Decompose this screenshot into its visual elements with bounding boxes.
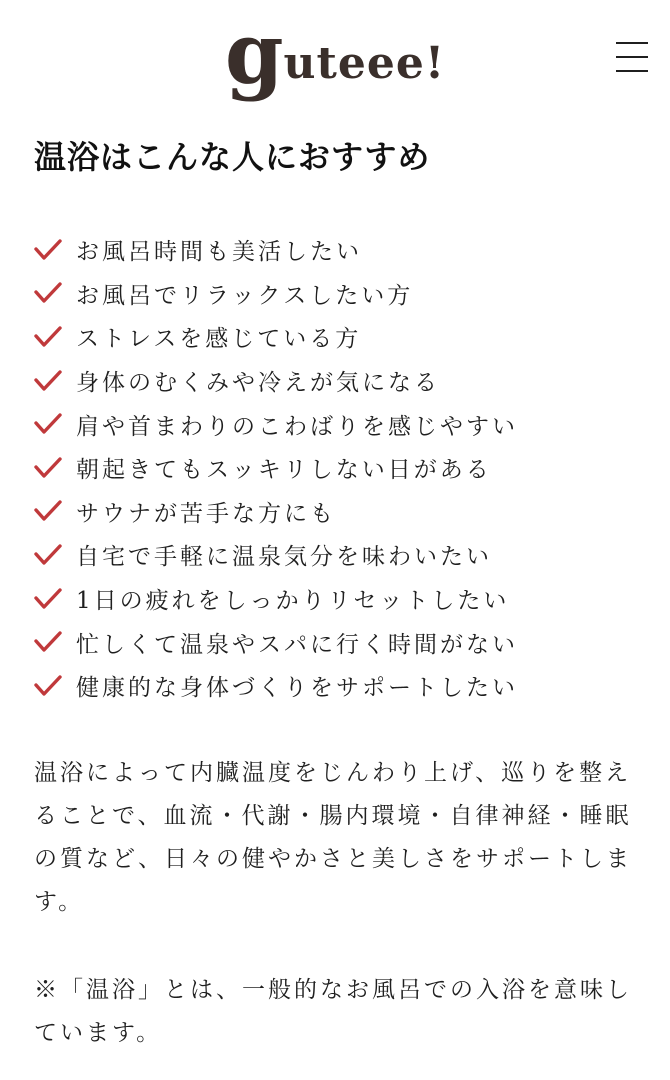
list-item-text: 身体のむくみや冷えが気になる	[76, 370, 440, 397]
check-icon	[34, 457, 62, 479]
logo-wordmark: uteee!	[283, 38, 446, 89]
description-paragraph: 温浴によって内臓温度をじんわり上げ、巡りを整えることで、血流・代謝・腸内環境・自律神経・睡眠の質など、日々の健やかさと美しさをサポートします。	[34, 760, 632, 915]
section-title: 温浴はこんな人におすすめ	[34, 138, 431, 176]
menu-line	[616, 42, 648, 44]
list-item-text: 健康的な身体づくりをサポートしたい	[76, 675, 518, 702]
check-icon	[34, 326, 62, 348]
check-icon	[34, 588, 62, 610]
check-icon	[34, 675, 62, 697]
list-item-text: サウナが苦手な方にも	[76, 500, 336, 527]
list-item-text: お風呂時間も美活したい	[76, 239, 362, 266]
list-item	[34, 620, 518, 664]
check-icon	[34, 370, 62, 392]
list-item	[34, 664, 518, 708]
check-icon	[34, 282, 62, 304]
list-item	[34, 533, 518, 577]
hamburger-menu-icon[interactable]	[616, 42, 648, 72]
list-item-text: 肩や首まわりのこわばりを感じやすい	[76, 413, 518, 440]
list-item	[34, 228, 518, 272]
site-header	[0, 0, 670, 110]
list-item-text: 1日の疲れをしっかりリセットしたい	[76, 588, 510, 615]
list-item	[34, 315, 518, 359]
list-item	[34, 402, 518, 446]
footnote-paragraph: ※「温浴」とは、一般的なお風呂での入浴を意味しています。	[34, 977, 632, 1046]
check-icon	[34, 631, 62, 653]
list-item-text: 朝起きてもスッキリしない日がある	[76, 457, 492, 484]
list-item-text: ストレスを感じている方	[76, 326, 362, 353]
logo-letter-g: g	[224, 4, 284, 103]
check-icon	[34, 544, 62, 566]
list-item-text: お風呂でリラックスしたい方	[76, 282, 414, 309]
list-item	[34, 446, 518, 490]
list-item	[34, 359, 518, 403]
list-item	[34, 577, 518, 621]
check-icon	[34, 413, 62, 435]
guteee-logo[interactable]	[0, 4, 670, 103]
check-icon	[34, 500, 62, 522]
list-item-text: 自宅で手軽に温泉気分を味わいたい	[76, 544, 492, 571]
menu-line	[616, 70, 648, 72]
list-item	[34, 490, 518, 534]
menu-line	[616, 56, 648, 58]
list-item-text: 忙しくて温泉やスパに行く時間がない	[76, 631, 518, 658]
recommendation-checklist	[34, 228, 518, 708]
list-item	[34, 272, 518, 316]
check-icon	[34, 239, 62, 261]
